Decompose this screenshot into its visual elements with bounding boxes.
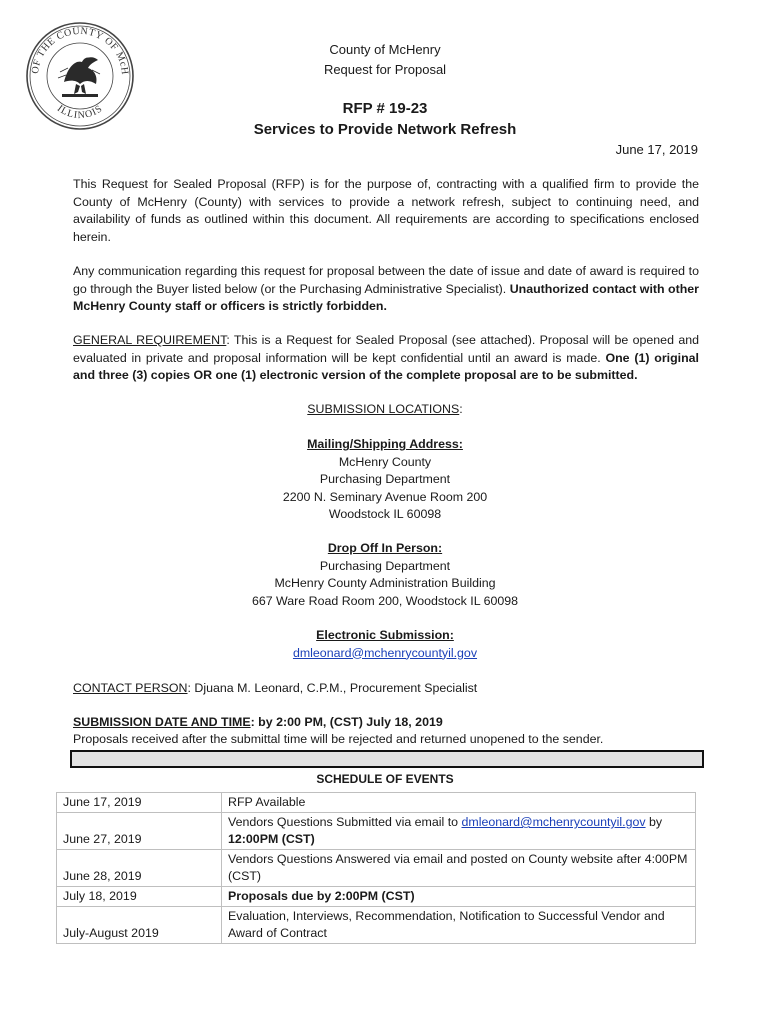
dropoff-label: Drop Off In Person: — [327, 541, 443, 555]
contact-text: : Djuana M. Leonard, C.P.M., Procurement Specialist — [187, 681, 478, 695]
schedule-row — [57, 887, 696, 907]
schedule-row — [57, 813, 696, 850]
schedule-row — [57, 850, 696, 887]
mailing-line-1: McHenry County — [338, 454, 432, 469]
mailing-line-3: 2200 N. Seminary Avenue Room 200 — [282, 489, 488, 504]
rfp-title: Services to Provide Network Refresh — [253, 121, 517, 138]
general-requirement-text: : This is a Request for Sealed Proposal (see attached). Proposal will be opened and evaluated in private and proposal information will be kept confidential until an award is made. — [73, 333, 699, 365]
schedule-row — [57, 793, 696, 813]
schedule-event: Proposals due by 2:00PM (CST) — [222, 887, 696, 907]
schedule-event: Evaluation, Interviews, Recommendation, Notification to Successful Vendor and Award of Contract — [222, 907, 696, 944]
deadline-text: : by 2:00 PM, (CST) July 18, 2019 — [250, 715, 443, 729]
separator-bar — [70, 750, 704, 768]
schedule-date: July 18, 2019 — [57, 887, 222, 907]
electronic-email-link[interactable]: dmleonard@mchenrycountyil.gov — [292, 645, 478, 660]
electronic-label: Electronic Submission: — [316, 628, 454, 642]
schedule-row — [57, 907, 696, 944]
rfp-number: RFP # 19-23 — [342, 100, 428, 117]
deadline-note: Proposals received after the submittal time will be rejected and returned unopened to the sender. — [73, 732, 604, 746]
header-org: County of McHenry — [329, 42, 441, 57]
mailing-address — [0, 436, 770, 524]
header-doc-type: Request for Proposal — [323, 62, 447, 77]
communication-text: Any communication regarding this request for proposal between the date of issue and date of award is required to go through the Buyer listed below (or the Purchasing Administrative Specialist). — [73, 264, 699, 296]
schedule-event-text: Vendors Questions Submitted via email to — [228, 815, 462, 829]
schedule-event: Vendors Questions Answered via email and posted on County website after 4:00PM (CST) — [222, 850, 696, 887]
contact-label: CONTACT PERSON — [73, 681, 188, 695]
general-requirement-label: GENERAL REQUIREMENT — [73, 333, 227, 347]
dropoff-line-1: Purchasing Department — [319, 558, 451, 573]
general-requirement-paragraph — [73, 332, 699, 385]
communication-paragraph — [73, 263, 699, 316]
issue-date: June 17, 2019 — [615, 142, 698, 157]
schedule-date: July-August 2019 — [57, 907, 222, 944]
schedule-date: June 27, 2019 — [57, 813, 222, 850]
schedule-event-text-end: by — [645, 815, 663, 829]
deadline-label: SUBMISSION DATE AND TIME — [73, 715, 251, 729]
schedule-date: June 17, 2019 — [57, 793, 222, 813]
dropoff-address — [0, 540, 770, 610]
intro-paragraph: This Request for Sealed Proposal (RFP) is for the purpose of, contracting with a qualified firm to provide the County of McHenry (County) with services to provide a network refresh, subject to continuing need, and availability of funds as outlined within this document. All requirements are according to specifications enclosed herein. — [73, 177, 699, 244]
dropoff-line-3: 667 Ware Road Room 200, Woodstock IL 60098 — [251, 593, 519, 608]
schedule-table — [56, 792, 696, 944]
submission-locations-heading — [0, 401, 770, 419]
submission-locations-colon: : — [459, 402, 463, 416]
contact-person — [73, 680, 699, 698]
dropoff-line-2: McHenry County Administration Building — [274, 576, 496, 590]
schedule-event-deadline: 12:00PM (CST) — [228, 832, 315, 846]
submission-locations-label: SUBMISSION LOCATIONS — [307, 402, 460, 416]
communication-warning: Unauthorized contact with other McHenry County staff or officers is strictly forbidden. — [73, 281, 699, 313]
electronic-submission — [0, 627, 770, 662]
mailing-line-2: Purchasing Department — [319, 472, 451, 486]
seal-ring-text-bottom: ILLINOIS — [55, 103, 105, 122]
submission-deadline — [73, 714, 699, 732]
mailing-line-4: Woodstock IL 60098 — [328, 507, 442, 521]
schedule-title: SCHEDULE OF EVENTS — [316, 772, 454, 786]
schedule-event — [222, 813, 696, 850]
schedule-date: June 28, 2019 — [57, 850, 222, 887]
schedule-event: RFP Available — [222, 793, 696, 813]
mailing-label: Mailing/Shipping Address: — [307, 437, 463, 451]
seal-ring-text-top: OF THE COUNTY OF McH — [29, 25, 131, 76]
general-requirement-copies: One (1) original and three (3) copies OR one (1) electronic version of the complete proposal are to be submitted. — [73, 350, 699, 382]
schedule-email-link[interactable]: dmleonard@mchenrycountyil.gov — [461, 815, 646, 829]
